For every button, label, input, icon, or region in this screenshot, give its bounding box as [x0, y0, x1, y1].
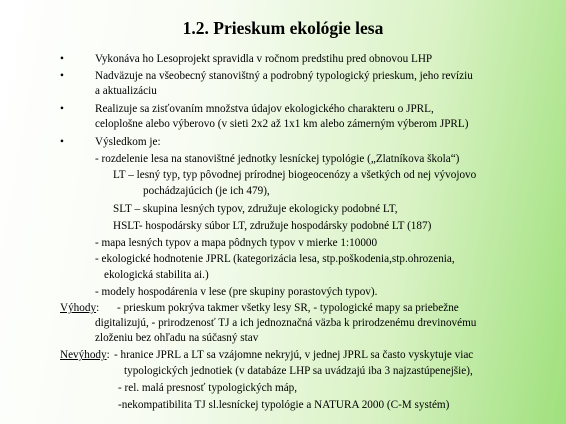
disadvantages-colon: :	[106, 349, 110, 361]
result-line: HSLT- hospodársky súbor LT, združuje hospodársky podobné LT (187)	[113, 220, 432, 232]
disadvantages-line: typologických jednotiek (v databáze LHP sa uvádzajú iba 3 najzastúpenejšie),	[124, 365, 473, 377]
result-line: - mapa lesných typov a mapa pôdnych typov v mierke 1:10000	[95, 237, 378, 249]
result-line: SLT – skupina lesných typov, združuje ekologicky podobné LT,	[113, 203, 398, 215]
bullet-symbol: •	[60, 103, 64, 115]
result-line: LT – lesný typ, typ pôvodnej prírodnej biogeocenózy a všetkých od nej vývojovo	[113, 169, 477, 181]
advantages-line: - prieskum pokrýva takmer všetky lesy SR, - typologické mapy sa priebežne	[117, 302, 459, 314]
advantages-line: digitalizujú, - prirodzenosť TJ a ich jednoznačná väzba k prirodzenému drevinovému	[95, 317, 477, 329]
disadvantages-label: Nevýhody	[60, 349, 107, 361]
bullet-text: celoplošne alebo výberovo (v sieti 2x2 až 1x1 km alebo zámerným výberom JPRL)	[95, 118, 469, 130]
bullet-text: Výsledkom je:	[95, 136, 161, 148]
advantages-colon: :	[96, 302, 100, 314]
disadvantages-line: - hranice JPRL a LT sa vzájomne nekryjú, v jednej JPRL sa často vyskytuje viac	[114, 349, 474, 361]
advantages-line: zloženiu bez ohľadu na súčasný stav	[95, 332, 259, 344]
disadvantages-line: - rel. malá presnosť typologických máp,	[118, 382, 298, 394]
result-line: - rozdelenie lesa na stanovištné jednotky lesníckej typológie („Zlatníkova škola“)	[95, 153, 460, 165]
result-line: - ekologické hodnotenie JPRL (kategorizácia lesa, stp.poškodenia,stp.ohrozenia,	[95, 253, 455, 265]
bullet-text: Nadväzuje na všeobecný stanovištný a podrobný typologický prieskum, jeho revíziu	[95, 70, 473, 82]
result-line: ekologická stabilita ai.)	[104, 269, 209, 281]
bullet-text: Vykonáva ho Lesoprojekt spravidla v ročnom predstihu pred obnovou LHP	[95, 53, 433, 65]
bullet-text: a aktualizáciu	[95, 85, 157, 97]
result-line: pochádzajúcich (je ich 479),	[143, 185, 270, 197]
bullet-symbol: •	[60, 136, 64, 148]
bullet-text: Realizuje sa zisťovaním množstva údajov ekologického charakteru o JPRL,	[95, 103, 434, 115]
page-title: 1.2. Prieskum ekológie lesa	[182, 18, 384, 38]
bullet-symbol: •	[60, 70, 64, 82]
result-line: - modely hospodárenia v lese (pre skupiny porastových typov).	[95, 286, 378, 298]
disadvantages-line: -nekompatibilita TJ sl.lesníckej typológie a NATURA 2000 (C-M systém)	[118, 399, 450, 411]
advantages-heading	[60, 301, 99, 316]
disadvantages-heading	[60, 348, 110, 363]
bullet-symbol: •	[60, 53, 64, 65]
advantages-label: Výhody	[60, 302, 97, 314]
